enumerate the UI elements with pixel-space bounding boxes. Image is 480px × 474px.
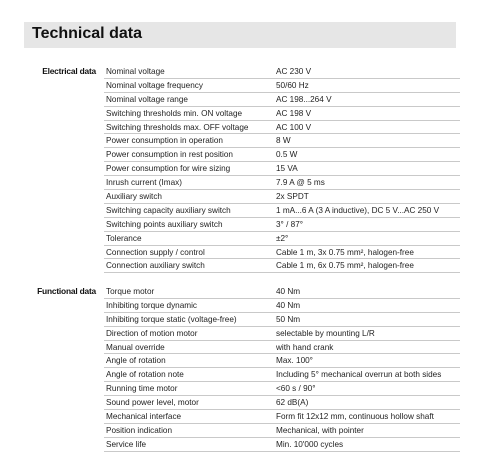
table-row [104,299,460,313]
row-key: Connection supply / control [106,247,205,257]
table-row [104,327,460,341]
table-row [104,107,460,121]
row-value: AC 100 V [276,122,312,132]
row-key: Nominal voltage [106,67,165,76]
row-key: Power consumption for wire sizing [106,164,231,174]
row-value: <60 s / 90° [276,384,316,394]
row-key: Connection auxiliary switch [106,261,205,271]
row-value: 1 mA...6 A (3 A inductive), DC 5 V...AC 250 V [276,205,440,215]
row-key: Sound power level, motor [106,398,199,408]
table-row [104,354,460,368]
row-value: Min. 10'000 cycles [276,439,344,449]
row-value: Max. 100° [276,356,313,366]
row-value: AC 198 V [276,108,312,118]
row-value: ±2° [276,233,289,243]
table-row [104,162,460,176]
row-key: Switching thresholds max. OFF voltage [106,122,249,132]
row-value: selectable by mounting L/R [276,328,375,338]
table-row [104,204,460,218]
row-value: 3° / 87° [276,219,304,229]
row-value: Form fit 12x12 mm, continuous hollow shaft [276,412,434,422]
table-row [104,93,460,107]
row-key: Power consumption in rest position [106,150,233,160]
row-value: 62 dB(A) [276,398,309,408]
table-row [104,285,460,299]
row-key: Switching thresholds min. ON voltage [106,108,243,118]
table-row [104,382,460,396]
row-key: Switching capacity auxiliary switch [106,205,231,215]
row-value: Cable 1 m, 6x 0.75 mm², halogen-free [276,261,414,271]
row-key: Mechanical interface [106,412,182,422]
row-key: Auxiliary switch [106,192,162,202]
row-value: Cable 1 m, 3x 0.75 mm², halogen-free [276,247,414,257]
table-row [104,410,460,424]
table-row [104,176,460,190]
row-key: Inrush current (Imax) [106,178,182,188]
row-key: Direction of motion motor [106,328,198,338]
row-value: 0.5 W [276,150,298,160]
table-row [104,134,460,148]
row-key: Nominal voltage frequency [106,80,203,90]
table-row [104,341,460,355]
row-key: Torque motor [106,287,155,296]
row-key: Inhibiting torque static (voltage-free) [106,314,237,324]
row-key: Tolerance [106,233,142,243]
row-key: Manual override [106,342,165,352]
row-value: 40 Nm [276,287,301,296]
row-value: 15 VA [276,164,298,174]
row-key: Angle of rotation note [106,370,184,380]
table-row [104,218,460,232]
row-value: Mechanical, with pointer [276,425,364,435]
row-key: Service life [106,439,147,449]
table-row [104,396,460,410]
table-row [104,79,460,93]
functional-data-table [104,285,460,452]
row-key: Power consumption in operation [106,136,223,146]
row-key: Switching points auxiliary switch [106,219,223,229]
table-row [104,368,460,382]
row-value: with hand crank [276,342,334,352]
table-row [104,438,460,452]
row-value: 7.9 A @ 5 ms [276,178,325,188]
row-value: 2x SPDT [276,192,309,202]
row-value: Including 5° mechanical overrun at both sides [276,370,442,380]
table-row [104,246,460,260]
row-key: Inhibiting torque dynamic [106,300,198,310]
table-row [104,259,460,273]
electrical-data-table [104,65,460,273]
table-row [104,121,460,135]
row-value: AC 230 V [276,67,312,76]
table-row [104,190,460,204]
row-key: Position indication [106,425,172,435]
table-row [104,424,460,438]
row-value: 40 Nm [276,300,301,310]
row-value: 50/60 Hz [276,80,309,90]
page-title: Technical data [32,25,142,42]
title-bar [24,22,456,48]
table-row [104,148,460,162]
row-value: AC 198...264 V [276,94,332,104]
table-row [104,232,460,246]
row-key: Angle of rotation [106,356,166,366]
table-row [104,65,460,79]
row-key: Running time motor [106,384,178,394]
row-value: 8 W [276,136,291,146]
row-value: 50 Nm [276,314,301,324]
section-label-functional: Functional data [37,286,96,296]
section-label-electrical: Electrical data [42,66,96,76]
table-row [104,313,460,327]
row-key: Nominal voltage range [106,94,188,104]
